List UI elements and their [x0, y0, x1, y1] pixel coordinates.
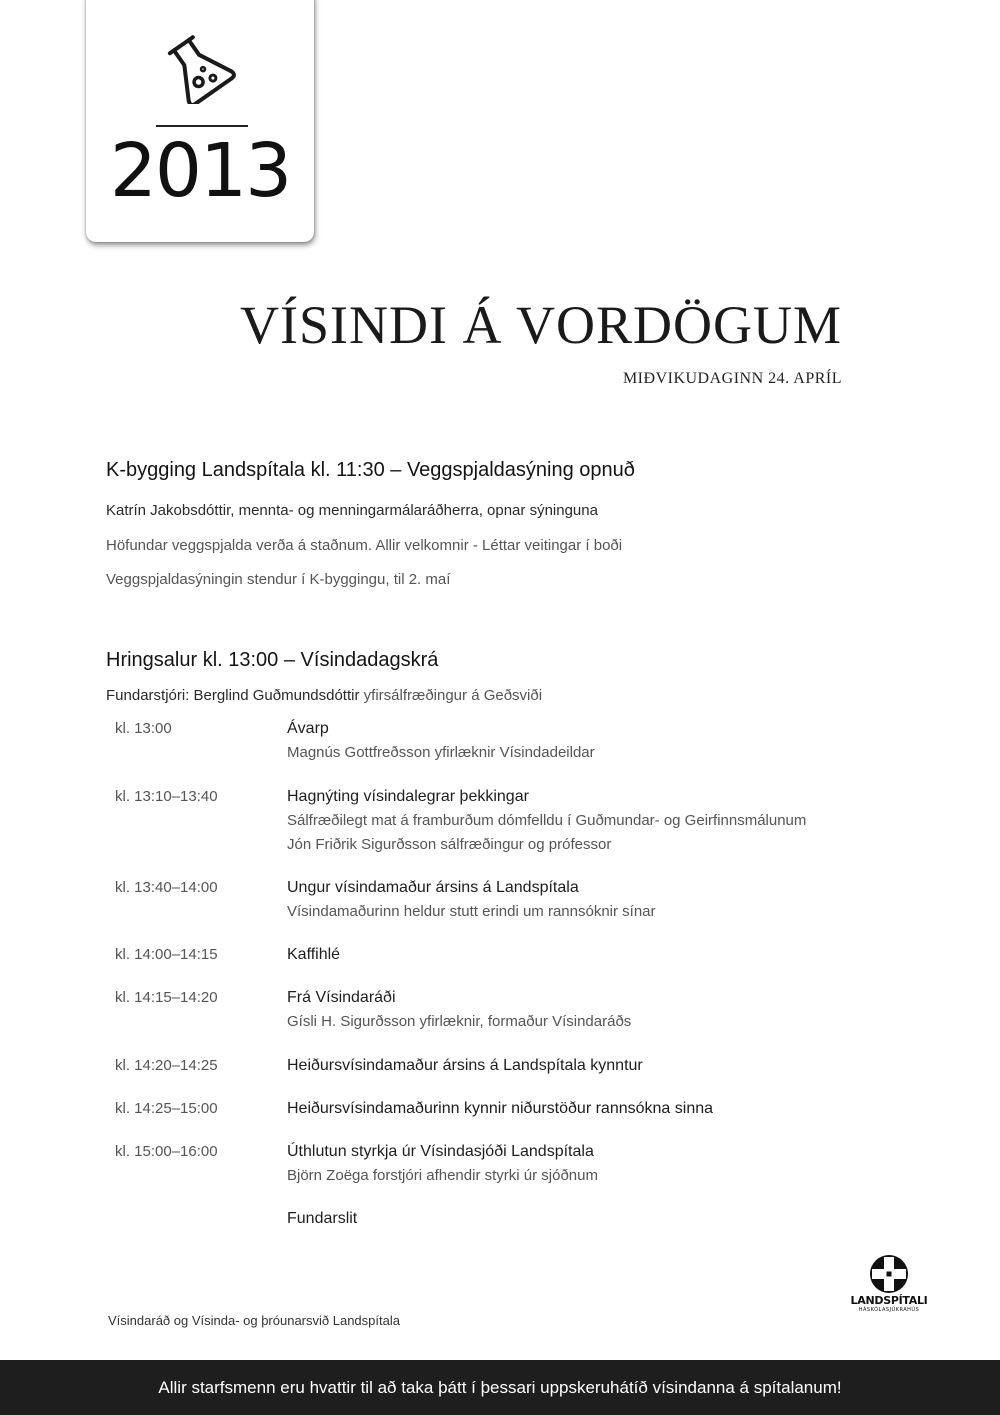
schedule-detail: Magnús Gottfreðsson yfirlæknir Vísindadeildar	[287, 744, 595, 761]
year-card	[86, 0, 314, 242]
schedule-time: kl. 13:10–13:40	[115, 788, 218, 805]
schedule-title: Ungur vísindamaður ársins á Landspítala	[287, 879, 579, 896]
chair-role: yfirsálfræðingur á Geðsviði	[363, 687, 543, 704]
section-line: Höfundar veggspjalda verða á staðnum. Allir velkomnir - Léttar veitingar í boði	[106, 537, 623, 554]
schedule-time: kl. 14:15–14:20	[115, 989, 218, 1006]
schedule-title: Hagnýting vísindalegrar þekkingar	[287, 788, 529, 805]
chair-colon: :	[185, 687, 194, 704]
schedule-title: Heiðursvísindamaður ársins á Landspítala kynntur	[287, 1057, 643, 1074]
schedule-time: kl. 13:40–14:00	[115, 879, 218, 896]
schedule-time: kl. 15:00–16:00	[115, 1143, 218, 1160]
footer-banner	[0, 1360, 1000, 1415]
page-subtitle: MIÐVIKUDAGINN 24. APRÍL	[622, 370, 842, 387]
section-heading-poster-exhibition: K-bygging Landspítala kl. 11:30 – Veggspjaldasýning opnuð	[106, 459, 635, 481]
logo-name: LANDSPÍTALI	[850, 1294, 928, 1307]
schedule-detail: Vísindamaðurinn heldur stutt erindi um rannsóknir sínar	[287, 903, 656, 920]
schedule-time: kl. 14:25–15:00	[115, 1100, 218, 1117]
schedule-detail: Jón Friðrik Sigurðsson sálfræðingur og prófessor	[287, 836, 612, 853]
schedule-title: Kaffihlé	[287, 946, 341, 963]
year-label: 2013	[109, 128, 291, 214]
schedule-time: kl. 14:00–14:15	[115, 946, 218, 963]
schedule-title: Úthlutun styrkja úr Vísindasjóði Landspítala	[287, 1143, 594, 1160]
schedule-title: Fundarslit	[287, 1210, 358, 1227]
landspitali-logo	[844, 1254, 934, 1320]
schedule-detail: Björn Zoëga forstjóri afhendir styrki úr sjóðnum	[287, 1167, 598, 1184]
page-title: VÍSINDI Á VORDÖGUM	[239, 295, 842, 355]
schedule-title: Heiðursvísindamaðurinn kynnir niðurstöður rannsókna sinna	[287, 1100, 714, 1117]
section-line: Katrín Jakobsdóttir, mennta- og menningarmálaráðherra, opnar sýninguna	[106, 502, 598, 519]
chair-line	[106, 685, 542, 707]
schedule-time: kl. 13:00	[115, 720, 172, 737]
schedule-detail: Sálfræðilegt mat á framburðum dómfelldu í Guðmundar- og Geirfinnsmálunum	[287, 812, 807, 829]
schedule-detail: Gísli H. Sigurðsson yfirlæknir, formaður Vísindaráðs	[287, 1013, 632, 1030]
footer-banner-text: Allir starfsmenn eru hvattir til að taka þátt í þessari uppskeruhátíð vísindanna á spítalanum!	[158, 1378, 842, 1397]
footer-credit: Vísindaráð og Vísinda- og þróunarsvið Landspítala	[108, 1313, 400, 1328]
chair-name: Berglind Guðmundsdóttir	[193, 687, 360, 704]
schedule-title: Ávarp	[287, 720, 329, 737]
section-line: Veggspjaldasýningin stendur í K-byggingu, til 2. maí	[106, 571, 451, 588]
flask-icon	[158, 34, 238, 104]
schedule-time: kl. 14:20–14:25	[115, 1057, 218, 1074]
schedule-title: Frá Vísindaráði	[287, 989, 396, 1006]
logo-subtitle: HÁSKÓLASJÚKRAHÚS	[858, 1307, 920, 1313]
landspitali-cross-logo	[844, 1254, 934, 1294]
chair-label: Fundarstjóri	[106, 687, 186, 704]
section-heading-science-program: Hringsalur kl. 13:00 – Vísindadagskrá	[106, 649, 439, 671]
